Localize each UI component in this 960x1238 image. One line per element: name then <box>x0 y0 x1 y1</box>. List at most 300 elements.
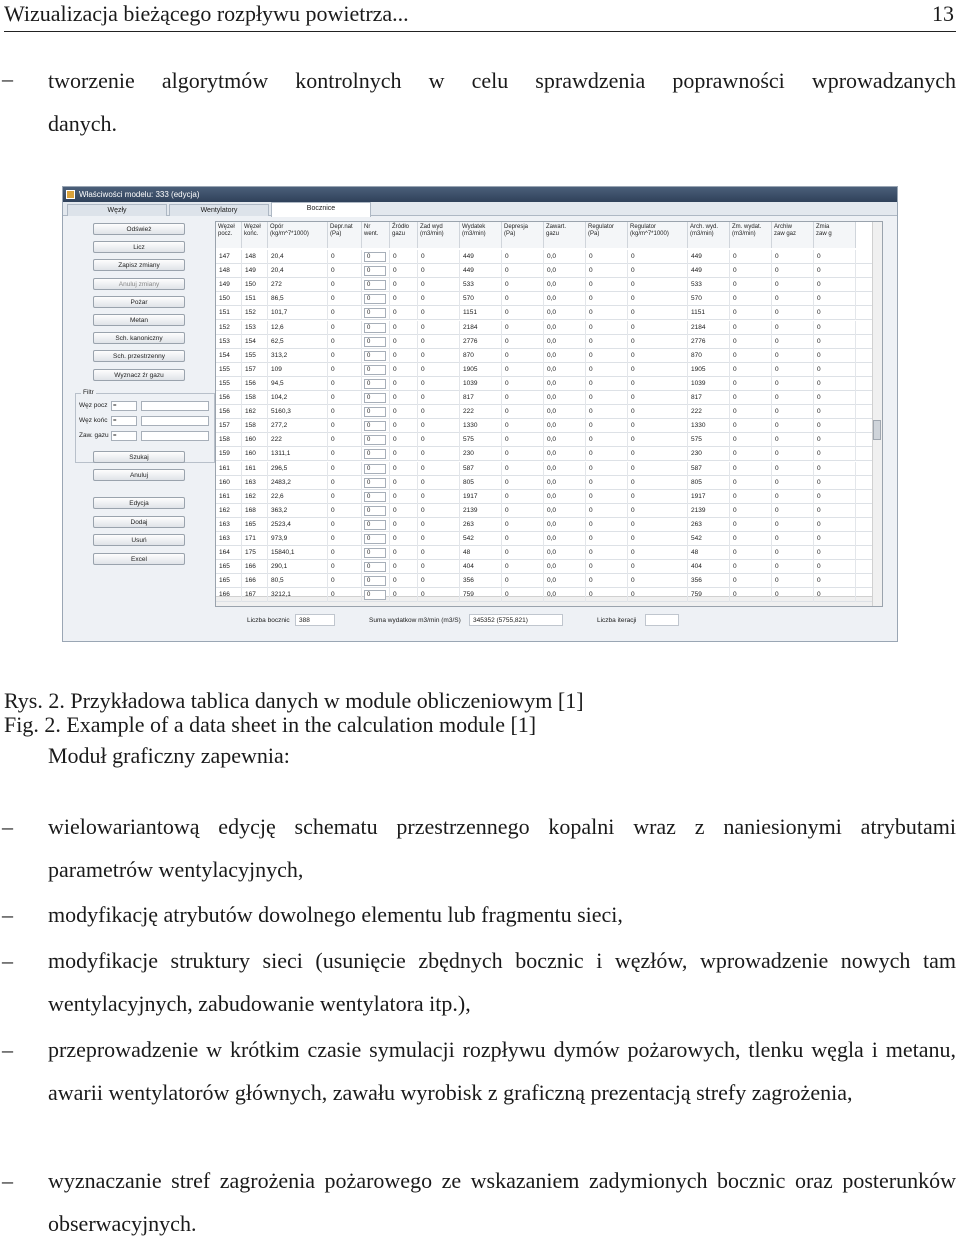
table-cell[interactable]: 0 <box>390 490 418 504</box>
table-cell[interactable]: 575 <box>688 433 730 447</box>
table-cell[interactable]: 150 <box>242 278 268 292</box>
table-cell[interactable]: 0,0 <box>544 377 586 391</box>
table-cell[interactable]: 0 <box>814 518 856 532</box>
table-cell[interactable]: 0,0 <box>544 574 586 588</box>
table-row[interactable] <box>216 546 872 560</box>
table-cell[interactable]: 0 <box>586 250 628 264</box>
table-cell[interactable]: 805 <box>460 476 502 490</box>
column-header[interactable]: Regulator (kg/m^7*1000) <box>628 222 688 248</box>
table-cell[interactable]: 0 <box>418 321 460 335</box>
table-cell[interactable]: 0 <box>418 433 460 447</box>
column-header[interactable]: Zad wyd (m3/min) <box>418 222 460 248</box>
cell-select[interactable]: 0 <box>364 351 386 361</box>
cell-select[interactable]: 0 <box>364 393 386 403</box>
table-cell[interactable]: 0 <box>814 588 856 602</box>
table-cell[interactable]: 0 <box>502 504 544 518</box>
table-cell[interactable]: 0 <box>390 518 418 532</box>
table-cell[interactable]: 0 <box>586 264 628 278</box>
table-cell[interactable]: 0 <box>328 504 362 518</box>
table-cell[interactable]: 0 <box>628 476 688 490</box>
panel-button[interactable]: Edycja <box>93 497 185 509</box>
table-cell[interactable]: 0 <box>772 518 814 532</box>
column-header[interactable]: Węzeł pocz. <box>216 222 242 248</box>
table-cell[interactable]: 0 <box>502 518 544 532</box>
table-cell[interactable]: 0 <box>628 560 688 574</box>
table-cell[interactable]: 0 <box>730 321 772 335</box>
table-cell[interactable]: 157 <box>216 419 242 433</box>
table-cell[interactable]: 0,0 <box>544 419 586 433</box>
table-cell[interactable]: 0 <box>502 349 544 363</box>
table-cell[interactable]: 0 <box>814 349 856 363</box>
table-cell[interactable]: 0 <box>328 476 362 490</box>
table-cell[interactable]: 0 <box>772 250 814 264</box>
table-cell[interactable]: 0 <box>628 518 688 532</box>
table-cell[interactable]: 160 <box>242 433 268 447</box>
table-cell[interactable]: 0 <box>586 306 628 320</box>
table-cell[interactable]: 166 <box>216 588 242 602</box>
table-cell[interactable]: 0 <box>502 490 544 504</box>
fan-number-select[interactable] <box>362 335 390 349</box>
table-cell[interactable]: 0 <box>730 405 772 419</box>
table-cell[interactable]: 0 <box>772 335 814 349</box>
table-cell[interactable]: 0 <box>730 546 772 560</box>
cell-select[interactable]: 0 <box>364 534 386 544</box>
table-row[interactable] <box>216 419 872 433</box>
table-cell[interactable]: 0 <box>586 588 628 602</box>
cell-select[interactable]: 0 <box>364 478 386 488</box>
table-row[interactable] <box>216 447 872 461</box>
fan-number-select[interactable] <box>362 462 390 476</box>
table-cell[interactable]: 0 <box>628 321 688 335</box>
table-cell[interactable]: 1151 <box>688 306 730 320</box>
table-cell[interactable]: 0 <box>502 292 544 306</box>
table-cell[interactable]: 155 <box>216 363 242 377</box>
table-cell[interactable]: 0 <box>502 377 544 391</box>
table-cell[interactable]: 0 <box>628 490 688 504</box>
table-cell[interactable]: 0 <box>628 391 688 405</box>
table-cell[interactable]: 109 <box>268 363 328 377</box>
tab-fans[interactable]: Wentylatory <box>169 204 269 216</box>
cell-select[interactable]: 0 <box>364 548 386 558</box>
table-cell[interactable]: 0 <box>418 490 460 504</box>
table-cell[interactable]: 152 <box>216 321 242 335</box>
table-cell[interactable]: 0 <box>586 490 628 504</box>
table-cell[interactable]: 165 <box>242 518 268 532</box>
table-cell[interactable]: 0 <box>502 433 544 447</box>
table-cell[interactable]: 158 <box>242 391 268 405</box>
table-cell[interactable]: 0 <box>586 546 628 560</box>
table-cell[interactable]: 449 <box>688 250 730 264</box>
table-cell[interactable]: 0 <box>390 574 418 588</box>
table-cell[interactable]: 290,1 <box>268 560 328 574</box>
table-cell[interactable]: 0,0 <box>544 250 586 264</box>
table-cell[interactable]: 0 <box>772 419 814 433</box>
table-cell[interactable]: 356 <box>688 574 730 588</box>
panel-button[interactable]: Wyznacz źr gazu <box>93 369 185 381</box>
table-cell[interactable]: 0 <box>502 532 544 546</box>
table-cell[interactable]: 158 <box>216 433 242 447</box>
table-cell[interactable]: 165 <box>216 560 242 574</box>
table-cell[interactable]: 277,2 <box>268 419 328 433</box>
table-cell[interactable]: 0 <box>628 335 688 349</box>
table-cell[interactable]: 759 <box>688 588 730 602</box>
table-cell[interactable]: 0 <box>628 419 688 433</box>
table-cell[interactable]: 222 <box>688 405 730 419</box>
column-header[interactable]: Zm. wydat. (m3/min) <box>730 222 772 248</box>
table-cell[interactable]: 155 <box>216 377 242 391</box>
table-cell[interactable]: 0 <box>730 419 772 433</box>
table-cell[interactable]: 0 <box>418 462 460 476</box>
table-cell[interactable]: 148 <box>216 264 242 278</box>
fan-number-select[interactable] <box>362 306 390 320</box>
table-cell[interactable]: 1039 <box>688 377 730 391</box>
table-cell[interactable]: 0 <box>772 462 814 476</box>
table-cell[interactable]: 0,0 <box>544 532 586 546</box>
cell-select[interactable]: 0 <box>364 562 386 572</box>
table-cell[interactable]: 163 <box>216 518 242 532</box>
table-cell[interactable]: 313,2 <box>268 349 328 363</box>
table-cell[interactable]: 153 <box>216 335 242 349</box>
table-cell[interactable]: 167 <box>242 588 268 602</box>
table-cell[interactable]: 0 <box>814 560 856 574</box>
table-cell[interactable]: 0 <box>628 546 688 560</box>
table-cell[interactable]: 0 <box>328 560 362 574</box>
table-cell[interactable]: 263 <box>460 518 502 532</box>
table-cell[interactable]: 149 <box>216 278 242 292</box>
table-cell[interactable]: 0 <box>328 391 362 405</box>
table-cell[interactable]: 0 <box>772 532 814 546</box>
table-cell[interactable]: 0 <box>772 433 814 447</box>
cell-select[interactable]: 0 <box>364 590 386 600</box>
table-cell[interactable]: 0 <box>628 264 688 278</box>
table-cell[interactable]: 0 <box>628 377 688 391</box>
scroll-thumb[interactable] <box>873 420 881 440</box>
table-cell[interactable]: 0 <box>586 419 628 433</box>
table-cell[interactable]: 0 <box>814 363 856 377</box>
table-cell[interactable]: 0 <box>628 292 688 306</box>
table-cell[interactable]: 0 <box>730 377 772 391</box>
table-cell[interactable]: 2523,4 <box>268 518 328 532</box>
table-cell[interactable]: 0 <box>390 588 418 602</box>
table-cell[interactable]: 263 <box>688 518 730 532</box>
column-header[interactable]: Depresja (Pa) <box>502 222 544 248</box>
table-cell[interactable]: 48 <box>688 546 730 560</box>
table-cell[interactable]: 0,0 <box>544 264 586 278</box>
table-cell[interactable]: 0,0 <box>544 349 586 363</box>
table-row[interactable] <box>216 250 872 264</box>
table-cell[interactable]: 147 <box>216 250 242 264</box>
table-cell[interactable]: 15840,1 <box>268 546 328 560</box>
table-row[interactable] <box>216 321 872 335</box>
table-cell[interactable]: 2776 <box>460 335 502 349</box>
table-cell[interactable]: 570 <box>460 292 502 306</box>
table-cell[interactable]: 587 <box>688 462 730 476</box>
table-cell[interactable]: 3212,1 <box>268 588 328 602</box>
table-cell[interactable]: 0 <box>814 476 856 490</box>
table-cell[interactable]: 0 <box>730 504 772 518</box>
table-cell[interactable]: 0 <box>390 321 418 335</box>
table-cell[interactable]: 0 <box>502 588 544 602</box>
table-cell[interactable]: 0 <box>814 391 856 405</box>
table-cell[interactable]: 104,2 <box>268 391 328 405</box>
filter-value-input[interactable] <box>141 431 209 441</box>
column-header[interactable]: Zawart. gazu <box>544 222 586 248</box>
table-cell[interactable]: 2184 <box>688 321 730 335</box>
cell-select[interactable]: 0 <box>364 464 386 474</box>
fan-number-select[interactable] <box>362 433 390 447</box>
table-cell[interactable]: 0,0 <box>544 490 586 504</box>
table-cell[interactable]: 0 <box>390 532 418 546</box>
table-cell[interactable]: 0 <box>814 447 856 461</box>
table-cell[interactable]: 149 <box>242 264 268 278</box>
table-cell[interactable]: 162 <box>242 405 268 419</box>
fan-number-select[interactable] <box>362 518 390 532</box>
table-cell[interactable]: 0 <box>328 574 362 588</box>
table-cell[interactable]: 0 <box>730 518 772 532</box>
panel-button[interactable]: Odśwież <box>93 223 185 235</box>
tab-branches[interactable]: Bocznice <box>271 202 371 217</box>
table-cell[interactable]: 0 <box>390 405 418 419</box>
table-cell[interactable]: 151 <box>242 292 268 306</box>
table-cell[interactable]: 0 <box>730 490 772 504</box>
table-cell[interactable]: 0 <box>730 476 772 490</box>
table-cell[interactable]: 0 <box>328 292 362 306</box>
table-cell[interactable]: 570 <box>688 292 730 306</box>
table-cell[interactable]: 0 <box>390 476 418 490</box>
table-cell[interactable]: 0 <box>390 504 418 518</box>
table-cell[interactable]: 0 <box>730 588 772 602</box>
table-cell[interactable]: 22,6 <box>268 490 328 504</box>
table-cell[interactable]: 0 <box>502 419 544 433</box>
table-cell[interactable]: 0 <box>390 250 418 264</box>
table-cell[interactable]: 164 <box>216 546 242 560</box>
table-cell[interactable]: 0 <box>390 292 418 306</box>
cell-select[interactable]: 0 <box>364 308 386 318</box>
table-cell[interactable]: 222 <box>460 405 502 419</box>
table-cell[interactable]: 156 <box>216 391 242 405</box>
table-row[interactable] <box>216 391 872 405</box>
column-header[interactable]: Opór (kg/m^7*1000) <box>268 222 328 248</box>
table-cell[interactable]: 0 <box>772 377 814 391</box>
table-cell[interactable]: 0 <box>730 363 772 377</box>
table-cell[interactable]: 94,5 <box>268 377 328 391</box>
cell-select[interactable]: 0 <box>364 294 386 304</box>
fan-number-select[interactable] <box>362 588 390 602</box>
table-cell[interactable]: 20,4 <box>268 250 328 264</box>
table-cell[interactable]: 2139 <box>460 504 502 518</box>
table-cell[interactable]: 0 <box>814 264 856 278</box>
table-row[interactable] <box>216 462 872 476</box>
table-cell[interactable]: 0 <box>730 278 772 292</box>
table-row[interactable] <box>216 264 872 278</box>
table-cell[interactable]: 230 <box>688 447 730 461</box>
column-header[interactable]: Arch. wyd. (m3/min) <box>688 222 730 248</box>
table-cell[interactable]: 817 <box>688 391 730 405</box>
table-cell[interactable]: 0,0 <box>544 518 586 532</box>
fan-number-select[interactable] <box>362 349 390 363</box>
table-cell[interactable]: 0 <box>586 504 628 518</box>
table-cell[interactable]: 0 <box>730 560 772 574</box>
table-cell[interactable]: 0 <box>390 419 418 433</box>
table-row[interactable] <box>216 518 872 532</box>
table-cell[interactable]: 0 <box>390 349 418 363</box>
fan-number-select[interactable] <box>362 447 390 461</box>
panel-button[interactable]: Excel <box>93 553 185 565</box>
table-cell[interactable]: 0 <box>390 433 418 447</box>
table-cell[interactable]: 2184 <box>460 321 502 335</box>
table-cell[interactable]: 0 <box>502 560 544 574</box>
table-cell[interactable]: 0 <box>586 574 628 588</box>
table-cell[interactable]: 449 <box>460 264 502 278</box>
table-cell[interactable]: 0,0 <box>544 321 586 335</box>
table-row[interactable] <box>216 278 872 292</box>
table-cell[interactable]: 165 <box>216 574 242 588</box>
table-cell[interactable]: 0 <box>730 306 772 320</box>
table-cell[interactable]: 148 <box>242 250 268 264</box>
table-cell[interactable]: 0 <box>772 306 814 320</box>
table-cell[interactable]: 587 <box>460 462 502 476</box>
table-cell[interactable]: 0 <box>730 250 772 264</box>
table-cell[interactable]: 0 <box>814 377 856 391</box>
table-cell[interactable]: 0 <box>328 532 362 546</box>
table-cell[interactable]: 2776 <box>688 335 730 349</box>
table-cell[interactable]: 0 <box>772 349 814 363</box>
table-cell[interactable]: 0 <box>418 335 460 349</box>
table-cell[interactable]: 0 <box>628 306 688 320</box>
table-cell[interactable]: 20,4 <box>268 264 328 278</box>
fan-number-select[interactable] <box>362 363 390 377</box>
table-cell[interactable]: 0 <box>730 292 772 306</box>
table-cell[interactable]: 363,2 <box>268 504 328 518</box>
table-cell[interactable]: 0 <box>772 546 814 560</box>
table-cell[interactable]: 0 <box>502 264 544 278</box>
table-cell[interactable]: 0 <box>772 292 814 306</box>
table-cell[interactable]: 0 <box>814 433 856 447</box>
cell-select[interactable]: 0 <box>364 266 386 276</box>
table-cell[interactable]: 0 <box>390 447 418 461</box>
table-cell[interactable]: 0 <box>814 278 856 292</box>
table-row[interactable] <box>216 377 872 391</box>
table-row[interactable] <box>216 490 872 504</box>
table-row[interactable] <box>216 532 872 546</box>
table-cell[interactable]: 0 <box>418 574 460 588</box>
table-cell[interactable]: 404 <box>460 560 502 574</box>
fan-number-select[interactable] <box>362 405 390 419</box>
table-cell[interactable]: 0 <box>586 405 628 419</box>
table-cell[interactable]: 0 <box>586 462 628 476</box>
table-cell[interactable]: 160 <box>242 447 268 461</box>
table-cell[interactable]: 222 <box>268 433 328 447</box>
table-cell[interactable]: 0 <box>730 462 772 476</box>
table-cell[interactable]: 48 <box>460 546 502 560</box>
panel-button[interactable]: Szukaj <box>93 451 185 463</box>
table-cell[interactable]: 0 <box>328 335 362 349</box>
table-cell[interactable]: 159 <box>216 447 242 461</box>
table-cell[interactable]: 0 <box>628 250 688 264</box>
panel-button[interactable]: Licz <box>93 241 185 253</box>
table-row[interactable] <box>216 504 872 518</box>
table-cell[interactable]: 0 <box>328 588 362 602</box>
table-cell[interactable]: 0 <box>390 462 418 476</box>
table-row[interactable] <box>216 292 872 306</box>
column-header[interactable]: Wydatek (m3/min) <box>460 222 502 248</box>
table-cell[interactable]: 0 <box>328 363 362 377</box>
table-cell[interactable]: 0 <box>418 250 460 264</box>
table-cell[interactable]: 2139 <box>688 504 730 518</box>
table-cell[interactable]: 5160,3 <box>268 405 328 419</box>
table-cell[interactable]: 0 <box>814 574 856 588</box>
table-cell[interactable]: 817 <box>460 391 502 405</box>
table-cell[interactable]: 449 <box>688 264 730 278</box>
table-cell[interactable]: 0 <box>628 447 688 461</box>
table-cell[interactable]: 0 <box>772 363 814 377</box>
table-cell[interactable]: 0 <box>328 349 362 363</box>
cell-select[interactable]: 0 <box>364 506 386 516</box>
table-cell[interactable]: 155 <box>242 349 268 363</box>
table-cell[interactable]: 0 <box>502 363 544 377</box>
table-cell[interactable]: 0 <box>390 306 418 320</box>
table-cell[interactable]: 0 <box>328 433 362 447</box>
table-cell[interactable]: 0 <box>814 504 856 518</box>
table-cell[interactable]: 0,0 <box>544 278 586 292</box>
table-cell[interactable]: 0,0 <box>544 363 586 377</box>
cell-select[interactable]: 0 <box>364 337 386 347</box>
table-cell[interactable]: 80,5 <box>268 574 328 588</box>
table-cell[interactable]: 870 <box>460 349 502 363</box>
table-cell[interactable]: 0 <box>418 292 460 306</box>
panel-button[interactable]: Zapisz zmiany <box>93 259 185 271</box>
table-cell[interactable]: 0 <box>628 588 688 602</box>
data-grid[interactable] <box>215 221 883 607</box>
table-cell[interactable]: 805 <box>688 476 730 490</box>
table-cell[interactable]: 0 <box>328 546 362 560</box>
table-cell[interactable]: 0 <box>814 462 856 476</box>
table-cell[interactable]: 0 <box>328 278 362 292</box>
table-cell[interactable]: 1917 <box>460 490 502 504</box>
filter-operator-select[interactable]: = <box>111 401 137 411</box>
table-cell[interactable]: 12,6 <box>268 321 328 335</box>
table-cell[interactable]: 0 <box>418 278 460 292</box>
column-header[interactable]: Węzeł końc. <box>242 222 268 248</box>
table-cell[interactable]: 0 <box>502 476 544 490</box>
table-cell[interactable]: 0 <box>418 377 460 391</box>
table-cell[interactable]: 1151 <box>460 306 502 320</box>
panel-button[interactable]: Dodaj <box>93 516 185 528</box>
table-cell[interactable]: 162 <box>216 504 242 518</box>
table-cell[interactable]: 0 <box>502 574 544 588</box>
table-cell[interactable]: 156 <box>242 377 268 391</box>
table-row[interactable] <box>216 574 872 588</box>
table-cell[interactable]: 0 <box>390 264 418 278</box>
table-cell[interactable]: 0,0 <box>544 560 586 574</box>
table-cell[interactable]: 0 <box>586 433 628 447</box>
table-cell[interactable]: 0 <box>328 405 362 419</box>
fan-number-select[interactable] <box>362 560 390 574</box>
panel-button[interactable]: Metan <box>93 314 185 326</box>
table-cell[interactable]: 542 <box>688 532 730 546</box>
table-cell[interactable]: 0 <box>502 321 544 335</box>
table-cell[interactable]: 759 <box>460 588 502 602</box>
table-cell[interactable]: 0 <box>418 405 460 419</box>
table-cell[interactable]: 0 <box>814 250 856 264</box>
table-cell[interactable]: 0 <box>502 391 544 405</box>
cell-select[interactable]: 0 <box>364 449 386 459</box>
table-cell[interactable]: 230 <box>460 447 502 461</box>
column-header[interactable]: Regulator (Pa) <box>586 222 628 248</box>
table-cell[interactable]: 0 <box>502 335 544 349</box>
table-cell[interactable]: 0 <box>730 532 772 546</box>
table-cell[interactable]: 0 <box>628 532 688 546</box>
